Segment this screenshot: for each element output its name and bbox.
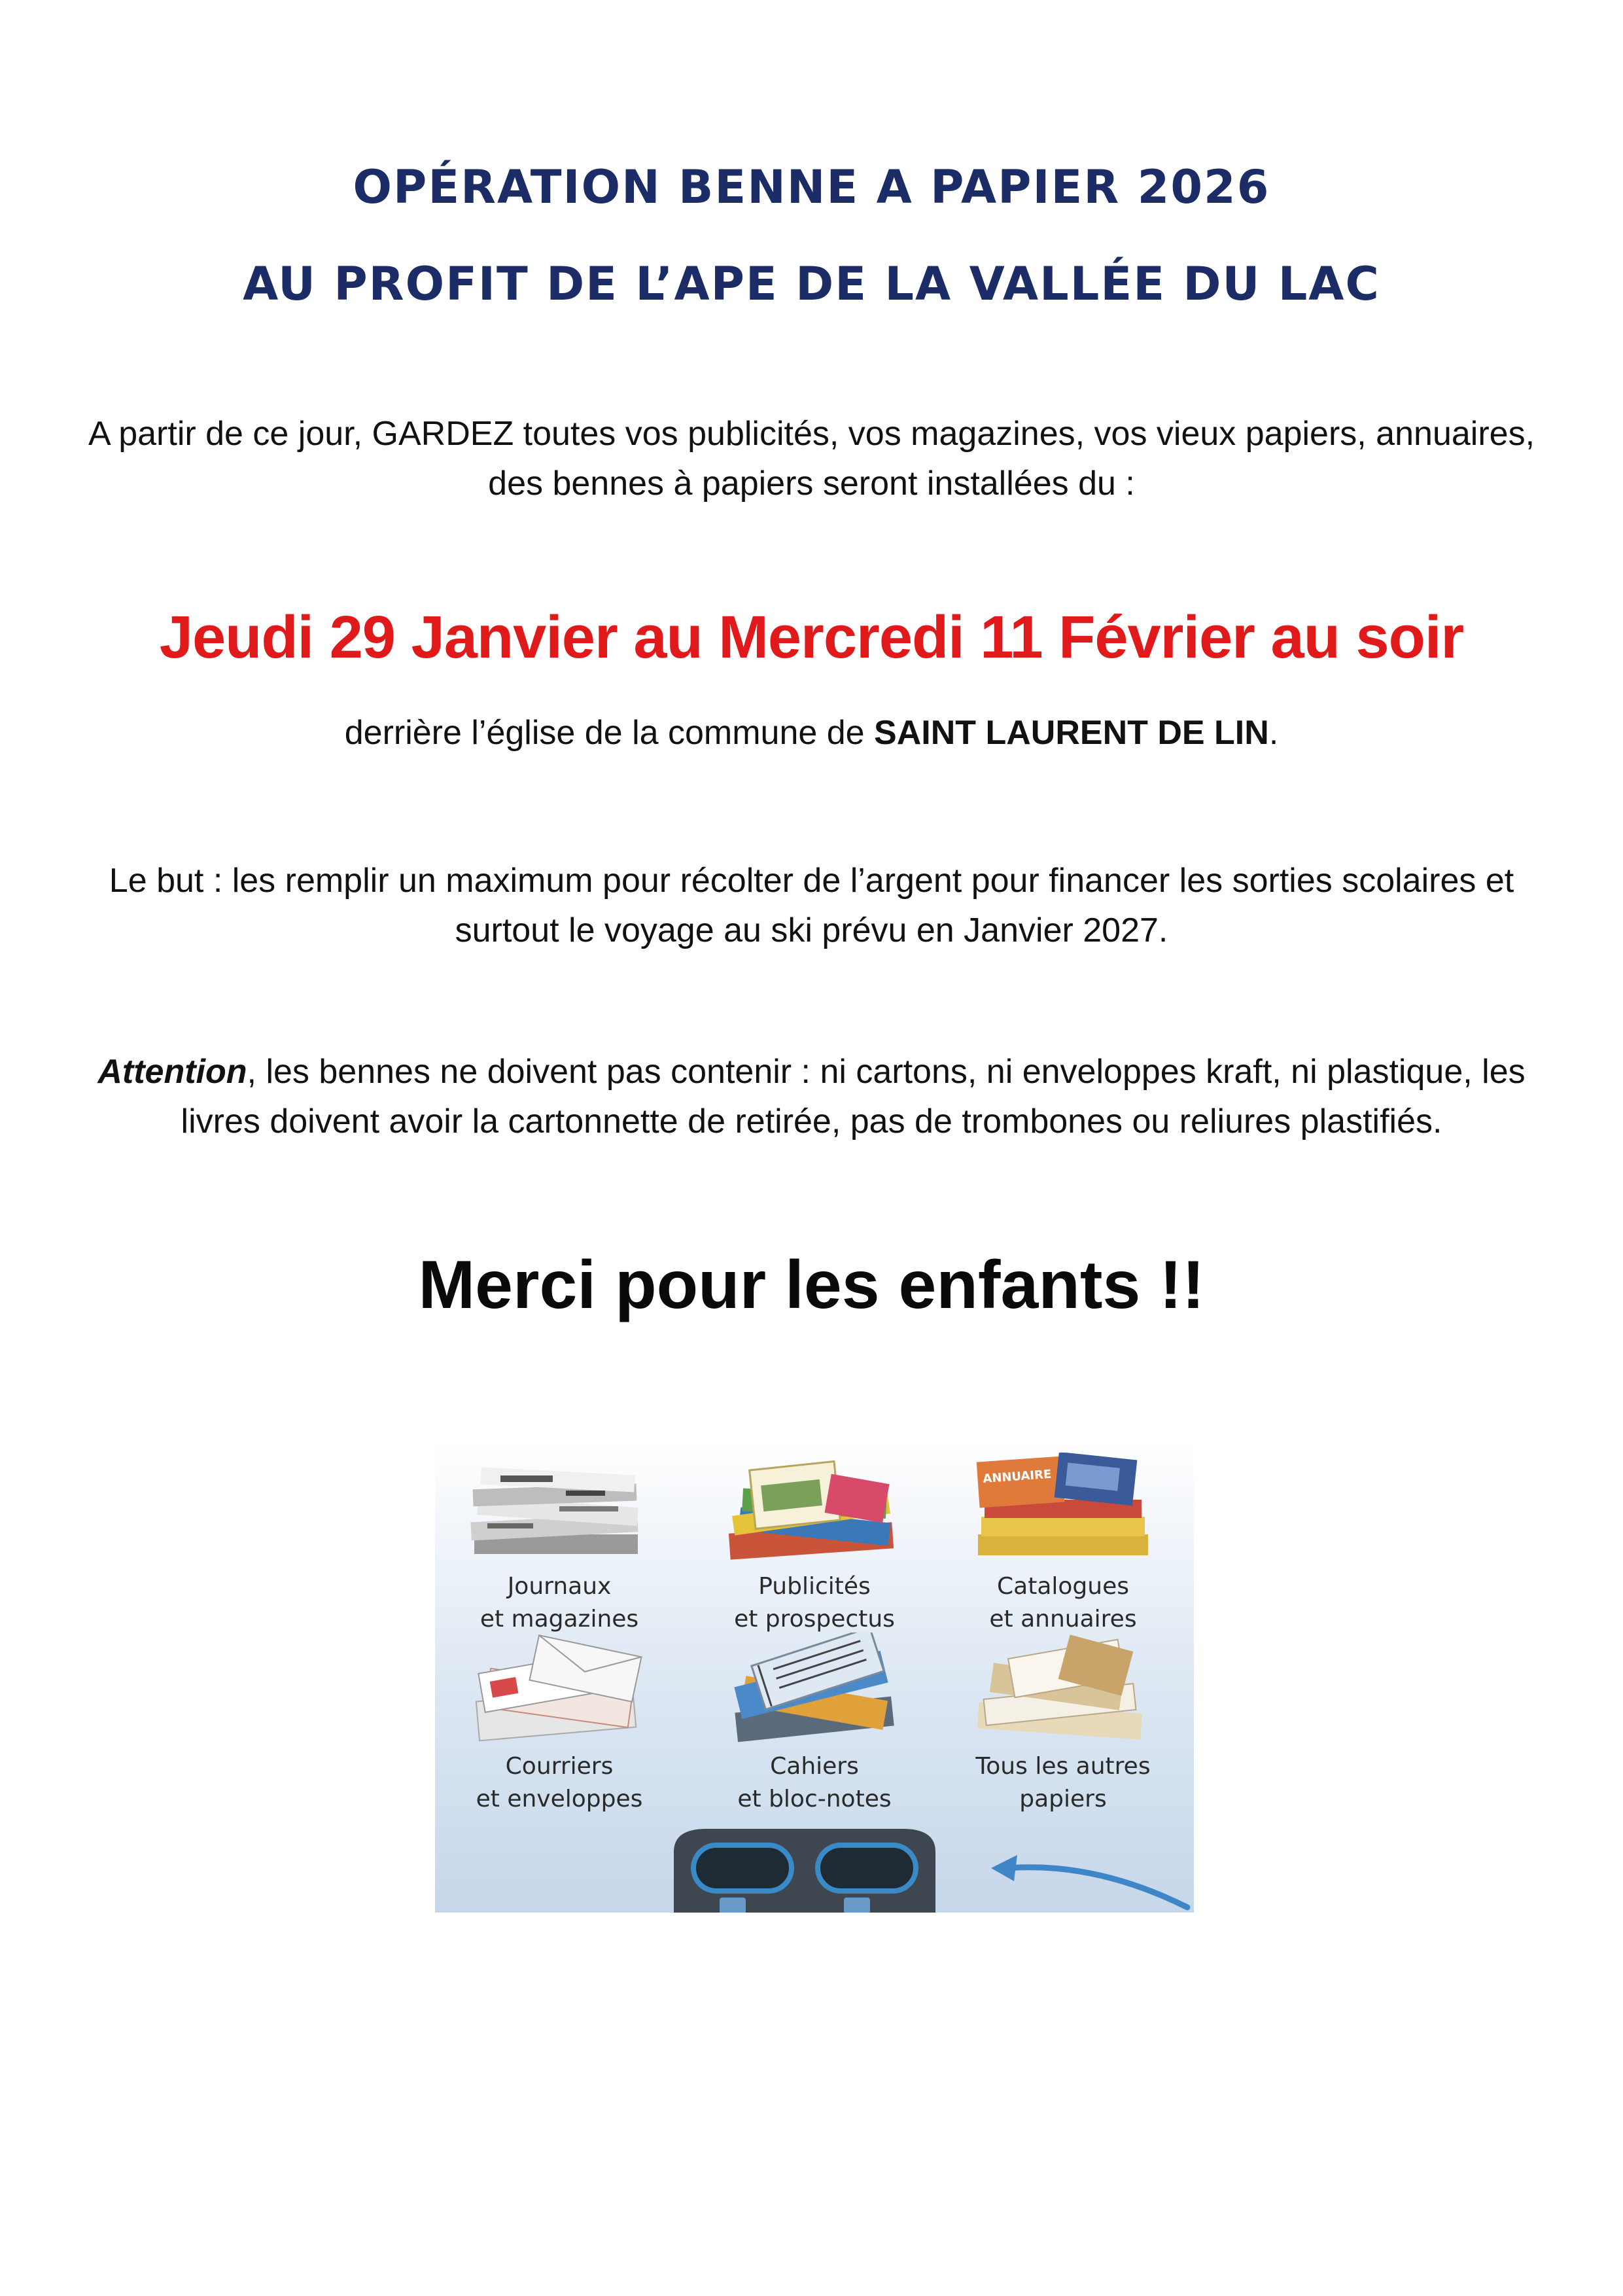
title-line-1: OPÉRATION BENNE A PAPIER 2026: [353, 160, 1270, 214]
item-mail: [435, 1633, 684, 1812]
item-label-line1: Courriers: [505, 1753, 614, 1780]
intro-paragraph: A partir de ce jour, GARDEZ toutes vos publicités, vos magazines, vos vieux papiers, annuaires, des bennes à papiers seront installées du :: [88, 415, 1535, 503]
arrow-icon: [978, 1848, 1194, 1913]
catalogue-stack-icon: [965, 1453, 1161, 1567]
item-label-line2: et prospectus: [734, 1606, 895, 1633]
item-label-line1: Cahiers: [770, 1753, 859, 1780]
location-line: [0, 713, 1623, 752]
item-label-line2: et magazines: [480, 1606, 639, 1633]
envelope-pile-icon: [461, 1633, 657, 1747]
item-label-line2: et annuaires: [989, 1606, 1137, 1633]
location-place: SAINT LAURENT DE LIN: [874, 714, 1269, 752]
item-label-line1: Catalogues: [997, 1573, 1129, 1600]
title-line-2: AU PROFIT DE L’APE DE LA VALLÉE DU LAC: [243, 257, 1380, 311]
item-label-line2: et enveloppes: [476, 1786, 643, 1812]
recycling-bin-icon: [667, 1826, 942, 1913]
item-label-line1: Publicités: [758, 1573, 871, 1600]
warning-label: Attention: [97, 1053, 247, 1091]
accepted-papers-illustration: [435, 1443, 1194, 1913]
warning-text: , les bennes ne doivent pas contenir : ni cartons, ni enveloppes kraft, ni plastique, les livres doivent avoir la cartonnette de retirée, pas de trombones ou reliures plastifiés.: [181, 1053, 1526, 1140]
item-label-line1: Tous les autres: [975, 1753, 1151, 1780]
item-other-papers: [939, 1633, 1187, 1812]
item-notebooks: [690, 1633, 939, 1812]
goal-paragraph: Le but : les remplir un maximum pour récolter de l’argent pour financer les sorties scolaires et surtout le voyage au ski prévu en Janvier 2027.: [109, 862, 1514, 949]
item-flyers: [690, 1453, 939, 1633]
item-label-line1: Journaux: [507, 1573, 612, 1600]
location-prefix: derrière l’église de la commune de: [344, 714, 875, 752]
item-newspapers: [435, 1453, 684, 1633]
newspaper-stack-icon: [461, 1453, 657, 1567]
notebook-stack-icon: [716, 1633, 913, 1747]
item-catalogues: [939, 1453, 1187, 1633]
paper-pile-icon: [965, 1633, 1161, 1747]
flyer-pile-icon: [716, 1453, 913, 1567]
annuaire-cover-text: ANNUAIRE: [982, 1467, 1052, 1486]
location-suffix: .: [1268, 714, 1279, 752]
warning-paragraph: [59, 1047, 1564, 1146]
item-label-line2: papiers: [1019, 1786, 1107, 1812]
item-label-line2: et bloc-notes: [737, 1786, 892, 1812]
collection-dates: Jeudi 29 Janvier au Mercredi 11 Février au soir: [159, 604, 1464, 671]
thanks-heading: Merci pour les enfants !!: [418, 1247, 1205, 1323]
